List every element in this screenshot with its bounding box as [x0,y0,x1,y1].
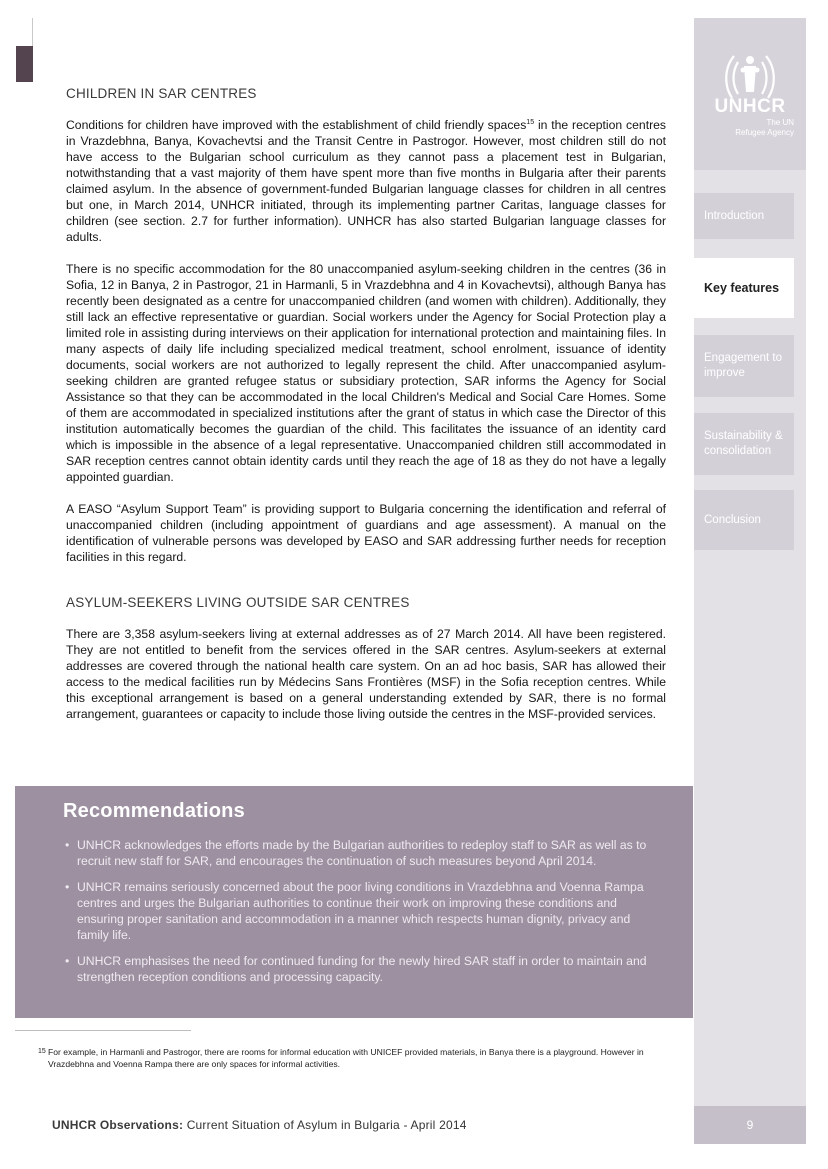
logo-subtitle-1: The UN [766,118,794,127]
recommendation-text: UNHCR emphasises the need for continued funding for the newly hired SAR staff in order to maintain and strengthen reception conditions and processing capacity. [77,954,647,984]
page-edge-marker [16,46,33,82]
logo-subtitle-2: Refugee Agency [735,128,794,137]
recommendations-box [15,786,693,1018]
paragraph-accommodation: There is no specific accommodation for the 80 unaccompanied asylum-seeking children in the centres (36 in Sofia, 12 in Banya, 2 in Pastrogor, 21 in Harmanli, 5 in Vrazdebhna and 4 in Kovachevtsi), although Banya has recently been designated as a centre for unaccompanied children (and women with children). Additionally, they still lack an effective representative or guardian. Social workers under the Agency for Social Protection play a limited role in assisting during interviews on their application for international protection and maintaining files. In many aspects of daily life including specialized medical treatment, school enrolment, issuance of identity documents, social workers are not authorized to legally represent the child. After unaccompanied asylum-seeking children are granted refugee status or subsidiary protection, SAR informs the Agency for Social Assistance so that they can be accommodated in the local Children's Medical and Social Care Homes. Some of them are accommodated in specialized institutions after the grant of status in which case the Director of this institution automatically becomes the guardian of the child. This facilitates the issuance of an identity card which is impossible in the absence of a legal representative. Unaccompanied children still accommodated in SAR reception centres cannot obtain identity cards until they reach the age of 18 as they do not have a legally appointed guardian. [66,262,666,484]
bullet-icon: • [65,838,70,852]
paragraph-conditions-rest: in the reception centres in Vrazdebhna, Banya, Kovachevtsi and the Transit Centre in Pastrogor. However, most children still do not have access to the Bulgarian school curriculum as they cannot pass a placement test in Bulgarian, notwithstanding that a vast majority of them have spent more than five months in Bulgaria after their parents claimed asylum. In the absence of government-funded Bulgarian language classes for children in all centres but one, in March 2014, UNHCR initiated, through its implementing partner Caritas, language classes for children (see section. 2.7 for further information). UNHCR has also started Bulgarian language classes for adults. [66,118,667,244]
page-number: 9 [746,1118,754,1132]
paragraph-conditions [66,117,666,245]
recommendation-text: UNHCR acknowledges the efforts made by the Bulgarian authorities to redeploy staff to SAR as well as to recruit new staff for SAR, and encourages the continuation of such measures beyond April 2014. [77,838,647,868]
footer-bold: UNHCR Observations: [52,1118,184,1132]
tab-key-features[interactable] [686,258,794,318]
footer-title: Current Situation of Asylum in Bulgaria - April 2014 [183,1118,467,1132]
recommendations-list [63,837,663,985]
footnote-divider [15,1030,191,1031]
footnote-text: For example, in Harmanli and Pastrogor, there are rooms for informal education with UNICEF provided materials, in Banya there is a playground. However in Vrazdebhna and Voenna Rampa there are only spaces for informal activities. [48,1047,644,1069]
section-heading-outside: ASYLUM-SEEKERS LIVING OUTSIDE SAR CENTRES [66,595,410,610]
tab-label: Sustainability & consolidation [704,430,783,457]
logo-wordmark: UNHCR [714,96,786,117]
paragraph-external-addresses: There are 3,358 asylum-seekers living at external addresses as of 27 March 2014. All have been registered. They are not entitled to benefit from the services offered in the SAR centres. Asylum-seekers at external addresses are covered through the national health care system. On an ad hoc basis, SAR has allowed their access to the medical facilities run by Médecins Sans Frontières (MSF) in the Sofia reception centres. While this exceptional arrangement is based on a general understanding extended by SAR, there is no formal arrangement, guarantees or capacity to include those living outside the centres in the MSF-provided services. [66,627,666,721]
recommendation-item [65,837,663,869]
recommendation-item [65,879,663,943]
section-heading-children: CHILDREN IN SAR CENTRES [66,86,257,101]
tab-engagement[interactable] [694,335,794,397]
paragraph-easo: A EASO “Asylum Support Team” is providing support to Bulgaria concerning the identification and referral of unaccompanied children (including appointment of guardians and age assessment). A manual on the identification of vulnerable persons was developed by EASO and SAR addressing further needs for reception facilities in this regard. [66,502,666,564]
recommendations-title: Recommendations [63,800,245,822]
tab-label: Introduction [704,209,765,222]
main-column [66,86,666,738]
bullet-icon: • [65,954,70,968]
bullet-icon: • [65,880,70,894]
page-number-box [694,1106,806,1144]
recommendation-text: UNHCR remains seriously concerned about the poor living conditions in Vrazdebhna and Voenna Rampa centres and urges the Bulgarian authorities to continue their work on improving these conditions and ensuring proper sanitation and accommodation in a manner which respects human dignity, privacy and family life. [77,880,644,942]
tab-conclusion[interactable] [694,490,794,550]
footnote-number: 15 [38,1048,46,1055]
tab-label: Conclusion [704,513,761,526]
paragraph-conditions-start: Conditions for children have improved with the establishment of child friendly spaces [66,118,527,132]
tab-sustainability[interactable] [694,413,794,475]
unhcr-logo [694,18,806,170]
tab-label: Engagement to improve [704,352,783,379]
sidebar-nav [694,18,806,1144]
recommendation-item [65,953,663,985]
page-footer [52,1118,467,1132]
footnote [38,1046,668,1070]
tab-introduction[interactable] [694,193,794,239]
tab-label: Key features [704,280,780,295]
footnote-ref[interactable]: 15 [526,118,535,126]
